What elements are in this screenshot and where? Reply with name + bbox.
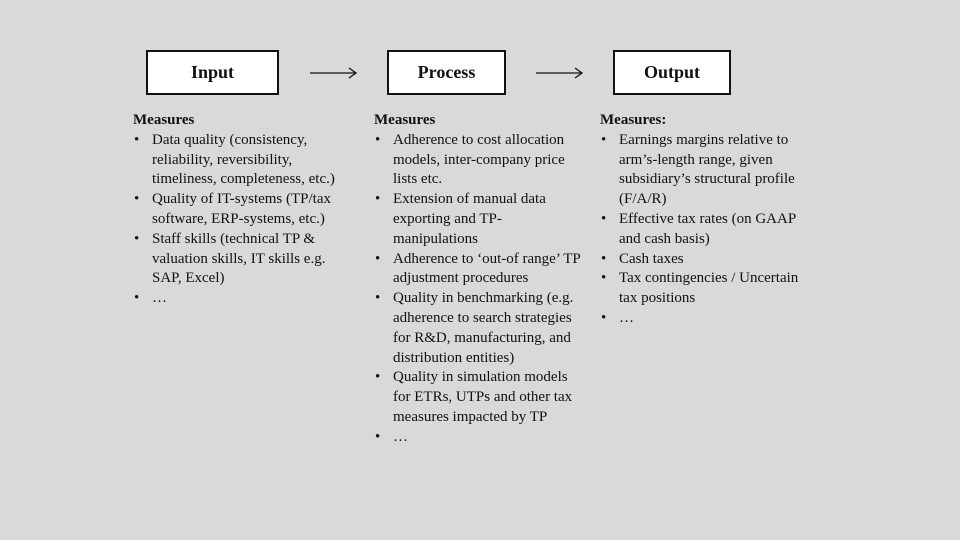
list-item — [374, 250, 584, 290]
arrow-right-icon — [535, 64, 585, 82]
list-item — [600, 210, 815, 250]
list-item-text: Tax contingencies / Uncertain tax positions — [619, 270, 799, 307]
list-item-text: Extension of manual data exporting and TP-manipulations — [393, 191, 546, 247]
list-item-text: Quality of IT-systems (TP/tax software, ERP-systems, etc.) — [152, 191, 332, 227]
list-item-text: Data quality (consistency, reliability, reversibility, timeliness, completeness, etc.) — [152, 131, 335, 188]
list-item — [374, 289, 584, 368]
output-measures-column — [600, 111, 815, 329]
bullet-icon: • — [134, 230, 140, 247]
input-measures-list — [133, 131, 358, 309]
input-stage-label: Input — [190, 62, 235, 82]
list-item — [600, 309, 815, 329]
list-item — [600, 269, 815, 309]
process-stage-box — [387, 50, 506, 95]
list-item-text: Cash taxes — [619, 250, 684, 267]
list-item-text: … — [393, 428, 408, 445]
input-measures-heading: Measures — [133, 112, 195, 128]
list-item — [133, 289, 358, 309]
bullet-icon: • — [601, 131, 607, 148]
input-stage-box — [146, 50, 279, 95]
bullet-icon: • — [375, 369, 381, 386]
list-item — [374, 368, 584, 427]
process-stage-label: Process — [417, 62, 476, 82]
bullet-icon: • — [134, 290, 140, 307]
list-item-text: Staff skills (technical TP & valuation skills, IT skills e.g. SAP, Excel) — [152, 230, 326, 287]
bullet-icon: • — [601, 309, 607, 326]
arrow-right-icon — [309, 64, 359, 82]
list-item — [133, 131, 358, 190]
list-item — [374, 131, 584, 190]
list-item-text: Adherence to ‘out-of range’ TP adjustment procedures — [393, 250, 581, 287]
list-item-text: Effective tax rates (on GAAP and cash basis) — [619, 210, 796, 247]
list-item-text: Quality in simulation models for ETRs, UTPs and other tax measures impacted by TP — [393, 369, 573, 425]
input-measures-column — [133, 111, 358, 309]
list-item — [133, 190, 358, 230]
list-item — [374, 190, 584, 249]
bullet-icon: • — [375, 428, 381, 445]
list-item — [600, 250, 815, 270]
process-measures-heading: Measures — [374, 112, 436, 128]
bullet-icon: • — [601, 250, 607, 267]
output-measures-list — [600, 131, 815, 329]
bullet-icon: • — [375, 191, 381, 208]
process-measures-list — [374, 131, 584, 448]
bullet-icon: • — [134, 131, 140, 148]
list-item-text: … — [152, 290, 167, 307]
list-item-text: Adherence to cost allocation models, inter-company price lists etc. — [393, 131, 565, 188]
output-stage-box — [613, 50, 731, 95]
process-measures-column — [374, 111, 584, 448]
list-item — [374, 428, 584, 448]
list-item — [600, 131, 815, 210]
bullet-icon: • — [375, 290, 381, 307]
bullet-icon: • — [601, 210, 607, 227]
bullet-icon: • — [601, 270, 607, 287]
list-item-text: … — [619, 309, 634, 326]
output-measures-heading: Measures: — [600, 112, 667, 128]
bullet-icon: • — [375, 131, 381, 148]
list-item-text: Quality in benchmarking (e.g. adherence to search strategies for R&D, manufacturing, and distribution entities) — [393, 290, 574, 366]
bullet-icon: • — [134, 191, 140, 208]
list-item-text: Earnings margins relative to arm’s-length range, given subsidiary’s structural profile (F/A/R) — [619, 131, 795, 208]
list-item — [133, 230, 358, 289]
bullet-icon: • — [375, 250, 381, 267]
output-stage-label: Output — [643, 62, 701, 82]
